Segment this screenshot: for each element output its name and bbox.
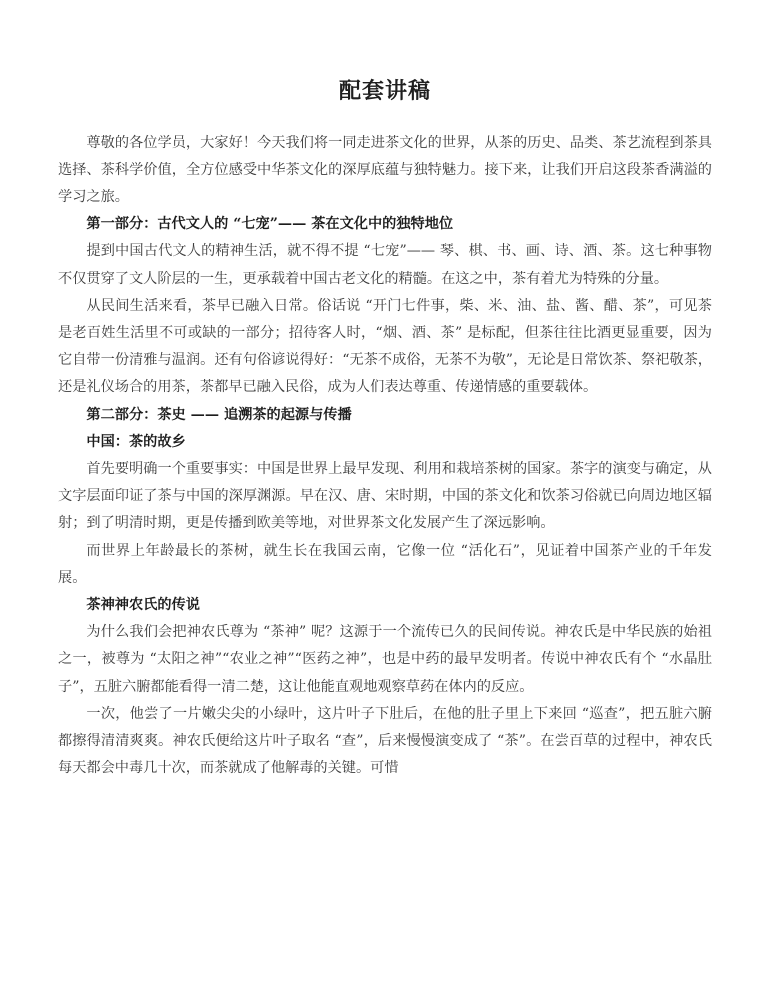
paragraph-shennong-discovery: 一次，他尝了一片嫩尖尖的小绿叶，这片叶子下肚后，在他的肚子里上下来回 “巡查”，把五脏六腑都擦得清清爽爽。神农氏便给这片叶子取名 “查”，后来慢慢演变成了 “茶”。在尝百草的过程中，神农氏每天都会中毒几十次，而茶就成了他解毒的关键。可惜 xyxy=(58,705,712,777)
document-body xyxy=(58,130,712,783)
subheading-china-home-of-tea: 中国：茶的故乡 xyxy=(86,433,186,450)
page-title: 配套讲稿 xyxy=(338,78,431,104)
paragraph-seven-treasures: 提到中国古代文人的精神生活，就不得不提 “七宠”—— 琴、棋、书、画、诗、酒、茶。这七种事物不仅贯穿了文人阶层的一生，更承载着中国古老文化的精髓。在这之中，茶有着尤为特殊的分量。 xyxy=(58,243,712,287)
subheading-shennong-legend: 茶神神农氏的传说 xyxy=(86,596,200,613)
paragraph-shennong-intro: 为什么我们会把神农氏尊为 “茶神” 呢？这源于一个流传已久的民间传说。神农氏是中华民族的始祖之一，被尊为 “太阳之神”“农业之神”“医药之神”，也是中药的最早发明者。传说中神农氏有个 “水晶肚子”，五脏六腑都能看得一清二楚，这让他能直观地观察草药在体内的反应。 xyxy=(58,624,712,695)
paragraph-tea-origin-facts: 首先要明确一个重要事实：中国是世界上最早发现、利用和栽培茶树的国家。茶字的演变与确定，从文字层面印证了茶与中国的深厚渊源。早在汉、唐、宋时期，中国的茶文化和饮茶习俗就已向周边地区辐射；到了明清时期，更是传播到欧美等地，对世界茶文化发展产生了深远影响。 xyxy=(58,460,712,532)
intro-paragraph: 尊敬的各位学员，大家好！今天我们将一同走进茶文化的世界，从茶的历史、品类、茶艺流程到茶具选择、茶科学价值，全方位感受中华茶文化的深厚底蕴与独特魅力。接下来，让我们开启这段茶香满溢的学习之旅。 xyxy=(58,134,712,205)
section-heading-part-two: 第二部分：茶史 —— 追溯茶的起源与传播 xyxy=(86,406,352,423)
paragraph-oldest-tea-tree: 而世界上年龄最长的茶树，就生长在我国云南，它像一位 “活化石”，见证着中国茶产业的千年发展。 xyxy=(58,542,712,586)
section-heading-part-one: 第一部分：古代文人的 “七宠”—— 茶在文化中的独特地位 xyxy=(86,216,454,233)
paragraph-folk-life: 从民间生活来看，茶早已融入日常。俗话说 “开门七件事，柴、米、油、盐、酱、醋、茶”，可见茶是老百姓生活里不可或缺的一部分；招待客人时，“烟、酒、茶” 是标配，但茶往往比酒更显重要，因为它自带一份清雅与温润。还有句俗谚说得好：“无茶不成俗，无茶不为敬”，无论是日常饮茶、祭祀敬茶，还是礼仪场合的用茶，茶都早已融入民俗，成为人们表达尊重、传递情感的重要载体。 xyxy=(58,297,712,396)
